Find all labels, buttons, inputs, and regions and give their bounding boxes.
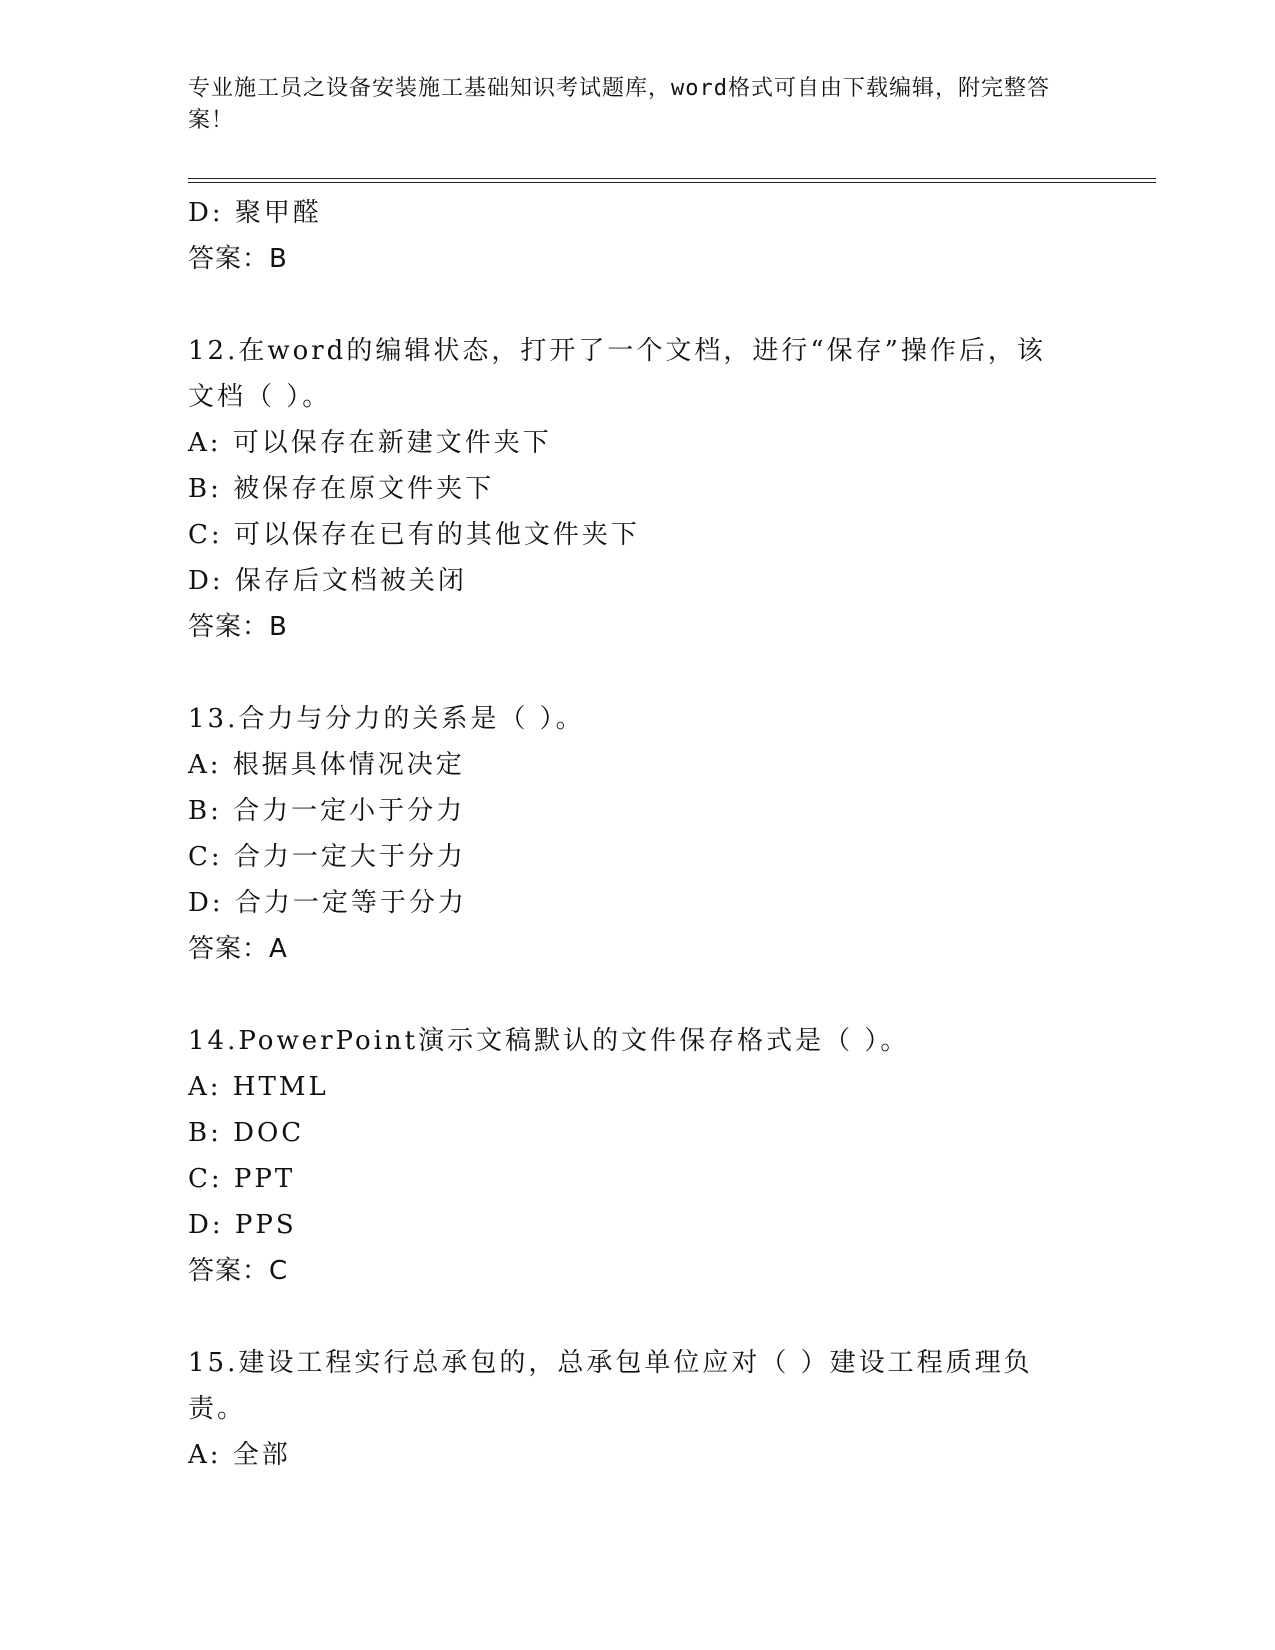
- option-b: B: 合力一定小于分力: [188, 796, 466, 826]
- answer: 答案：A: [188, 934, 288, 964]
- page-header: 专业施工员之设备安装施工基础知识考试题库，word格式可自由下载编辑，附完整答案！: [188, 76, 1050, 133]
- answer-prev: 答案：B: [188, 244, 288, 274]
- option-c: C: PPT: [188, 1164, 296, 1194]
- spacer: [188, 972, 1068, 1018]
- option-a: A: 可以保存在新建文件夹下: [188, 428, 552, 458]
- option-b: B: 被保存在原文件夹下: [188, 474, 495, 504]
- question-stem: 12.在word的编辑状态，打开了一个文档，进行“保存”操作后，该文档（ ）。: [188, 336, 1046, 412]
- question-stem: 14.PowerPoint演示文稿默认的文件保存格式是（ ）。: [188, 1026, 910, 1056]
- option-c: C: 可以保存在已有的其他文件夹下: [188, 520, 640, 550]
- spacer: [188, 282, 1068, 328]
- option-d-prev: D: 聚甲醛: [188, 198, 322, 228]
- answer: 答案：B: [188, 612, 288, 642]
- spacer: [188, 650, 1068, 696]
- question-13: [188, 696, 1068, 972]
- option-d: D: PPS: [188, 1210, 297, 1240]
- option-a: A: 根据具体情况决定: [188, 750, 465, 780]
- question-stem: 13.合力与分力的关系是（ ）。: [188, 704, 585, 734]
- document-body: [188, 190, 1068, 1478]
- question-15: [188, 1340, 1068, 1478]
- option-a: A: 全部: [188, 1440, 291, 1470]
- answer: 答案：C: [188, 1256, 289, 1286]
- spacer: [188, 1294, 1068, 1340]
- question-stem: 15.建设工程实行总承包的，总承包单位应对（ ）建设工程质理负责。: [188, 1348, 1033, 1424]
- question-14: [188, 1018, 1068, 1294]
- option-d: D: 保存后文档被关闭: [188, 566, 467, 596]
- option-c: C: 合力一定大于分力: [188, 842, 466, 872]
- option-a: A: HTML: [188, 1072, 329, 1102]
- option-d: D: 合力一定等于分力: [188, 888, 467, 918]
- question-12: [188, 328, 1068, 650]
- header-divider: [188, 178, 1156, 183]
- option-b: B: DOC: [188, 1118, 305, 1148]
